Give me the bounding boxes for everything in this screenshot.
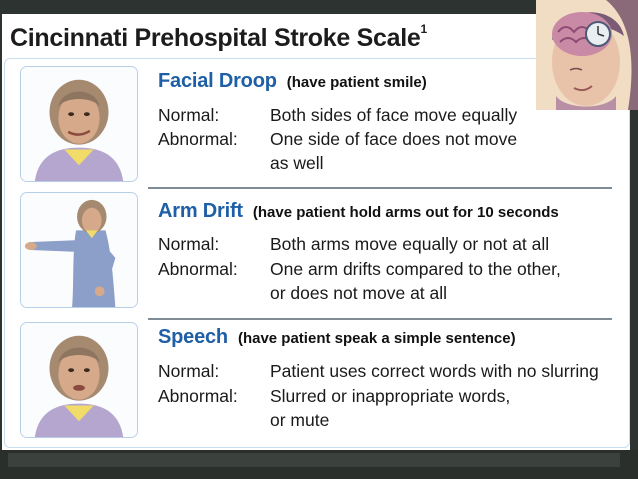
facial-droop-normal-label: Normal: [158,105,220,125]
facial-droop-abnormal-line1: One side of face does not move [270,129,518,149]
title-superscript: 1 [420,22,427,36]
speech-normal-label: Normal: [158,361,220,381]
facial-droop-instruction: (have patient smile) [286,74,427,91]
facial-droop-heading: Facial Droop [158,70,277,92]
facial-droop-heading-row [158,70,427,93]
section-divider [148,318,612,320]
speech-abnormal-line2: or mute [270,410,330,430]
section-divider [148,187,612,189]
patient-face-icon [21,67,137,181]
speech-abnormal-line1: Slurred or inappropriate words, [270,386,511,406]
arm-drift-heading: Arm Drift [158,200,243,222]
arm-drift-normal-label: Normal: [158,234,220,254]
brain-illustration-graphic [536,0,638,110]
patient-face-icon [21,323,137,437]
speech-heading-row [158,326,516,349]
patient-arms-icon [21,193,137,307]
speech-portrait [20,322,138,438]
bottom-band [0,450,638,479]
speech-abnormal-label: Abnormal: [158,386,238,406]
arm-drift-normal-text: Both arms move equally or not at all [270,234,550,254]
bottom-stripe [8,453,620,467]
arm-drift-abnormal-label: Abnormal: [158,259,238,279]
facial-droop-abnormal-line2: as well [270,153,324,173]
facial-droop-normal-text: Both sides of face move equally [270,105,518,125]
facial-droop-abnormal-label: Abnormal: [158,129,238,149]
page-title [10,24,427,53]
arm-drift-abnormal-line1: One arm drifts compared to the other, [270,259,561,279]
speech-heading: Speech [158,326,228,348]
title-text: Cincinnati Prehospital Stroke Scale [10,24,421,52]
facial-droop-portrait [20,66,138,182]
speech-normal-text: Patient uses correct words with no slurring [270,361,599,381]
arm-drift-heading-row [158,200,559,223]
brain-illustration [536,0,638,110]
speech-instruction: (have patient speak a simple sentence) [237,330,516,347]
arm-drift-instruction: (have patient hold arms out for 10 seconds [252,204,559,221]
arm-drift-portrait [20,192,138,308]
arm-drift-abnormal-line2: or does not move at all [270,283,448,303]
